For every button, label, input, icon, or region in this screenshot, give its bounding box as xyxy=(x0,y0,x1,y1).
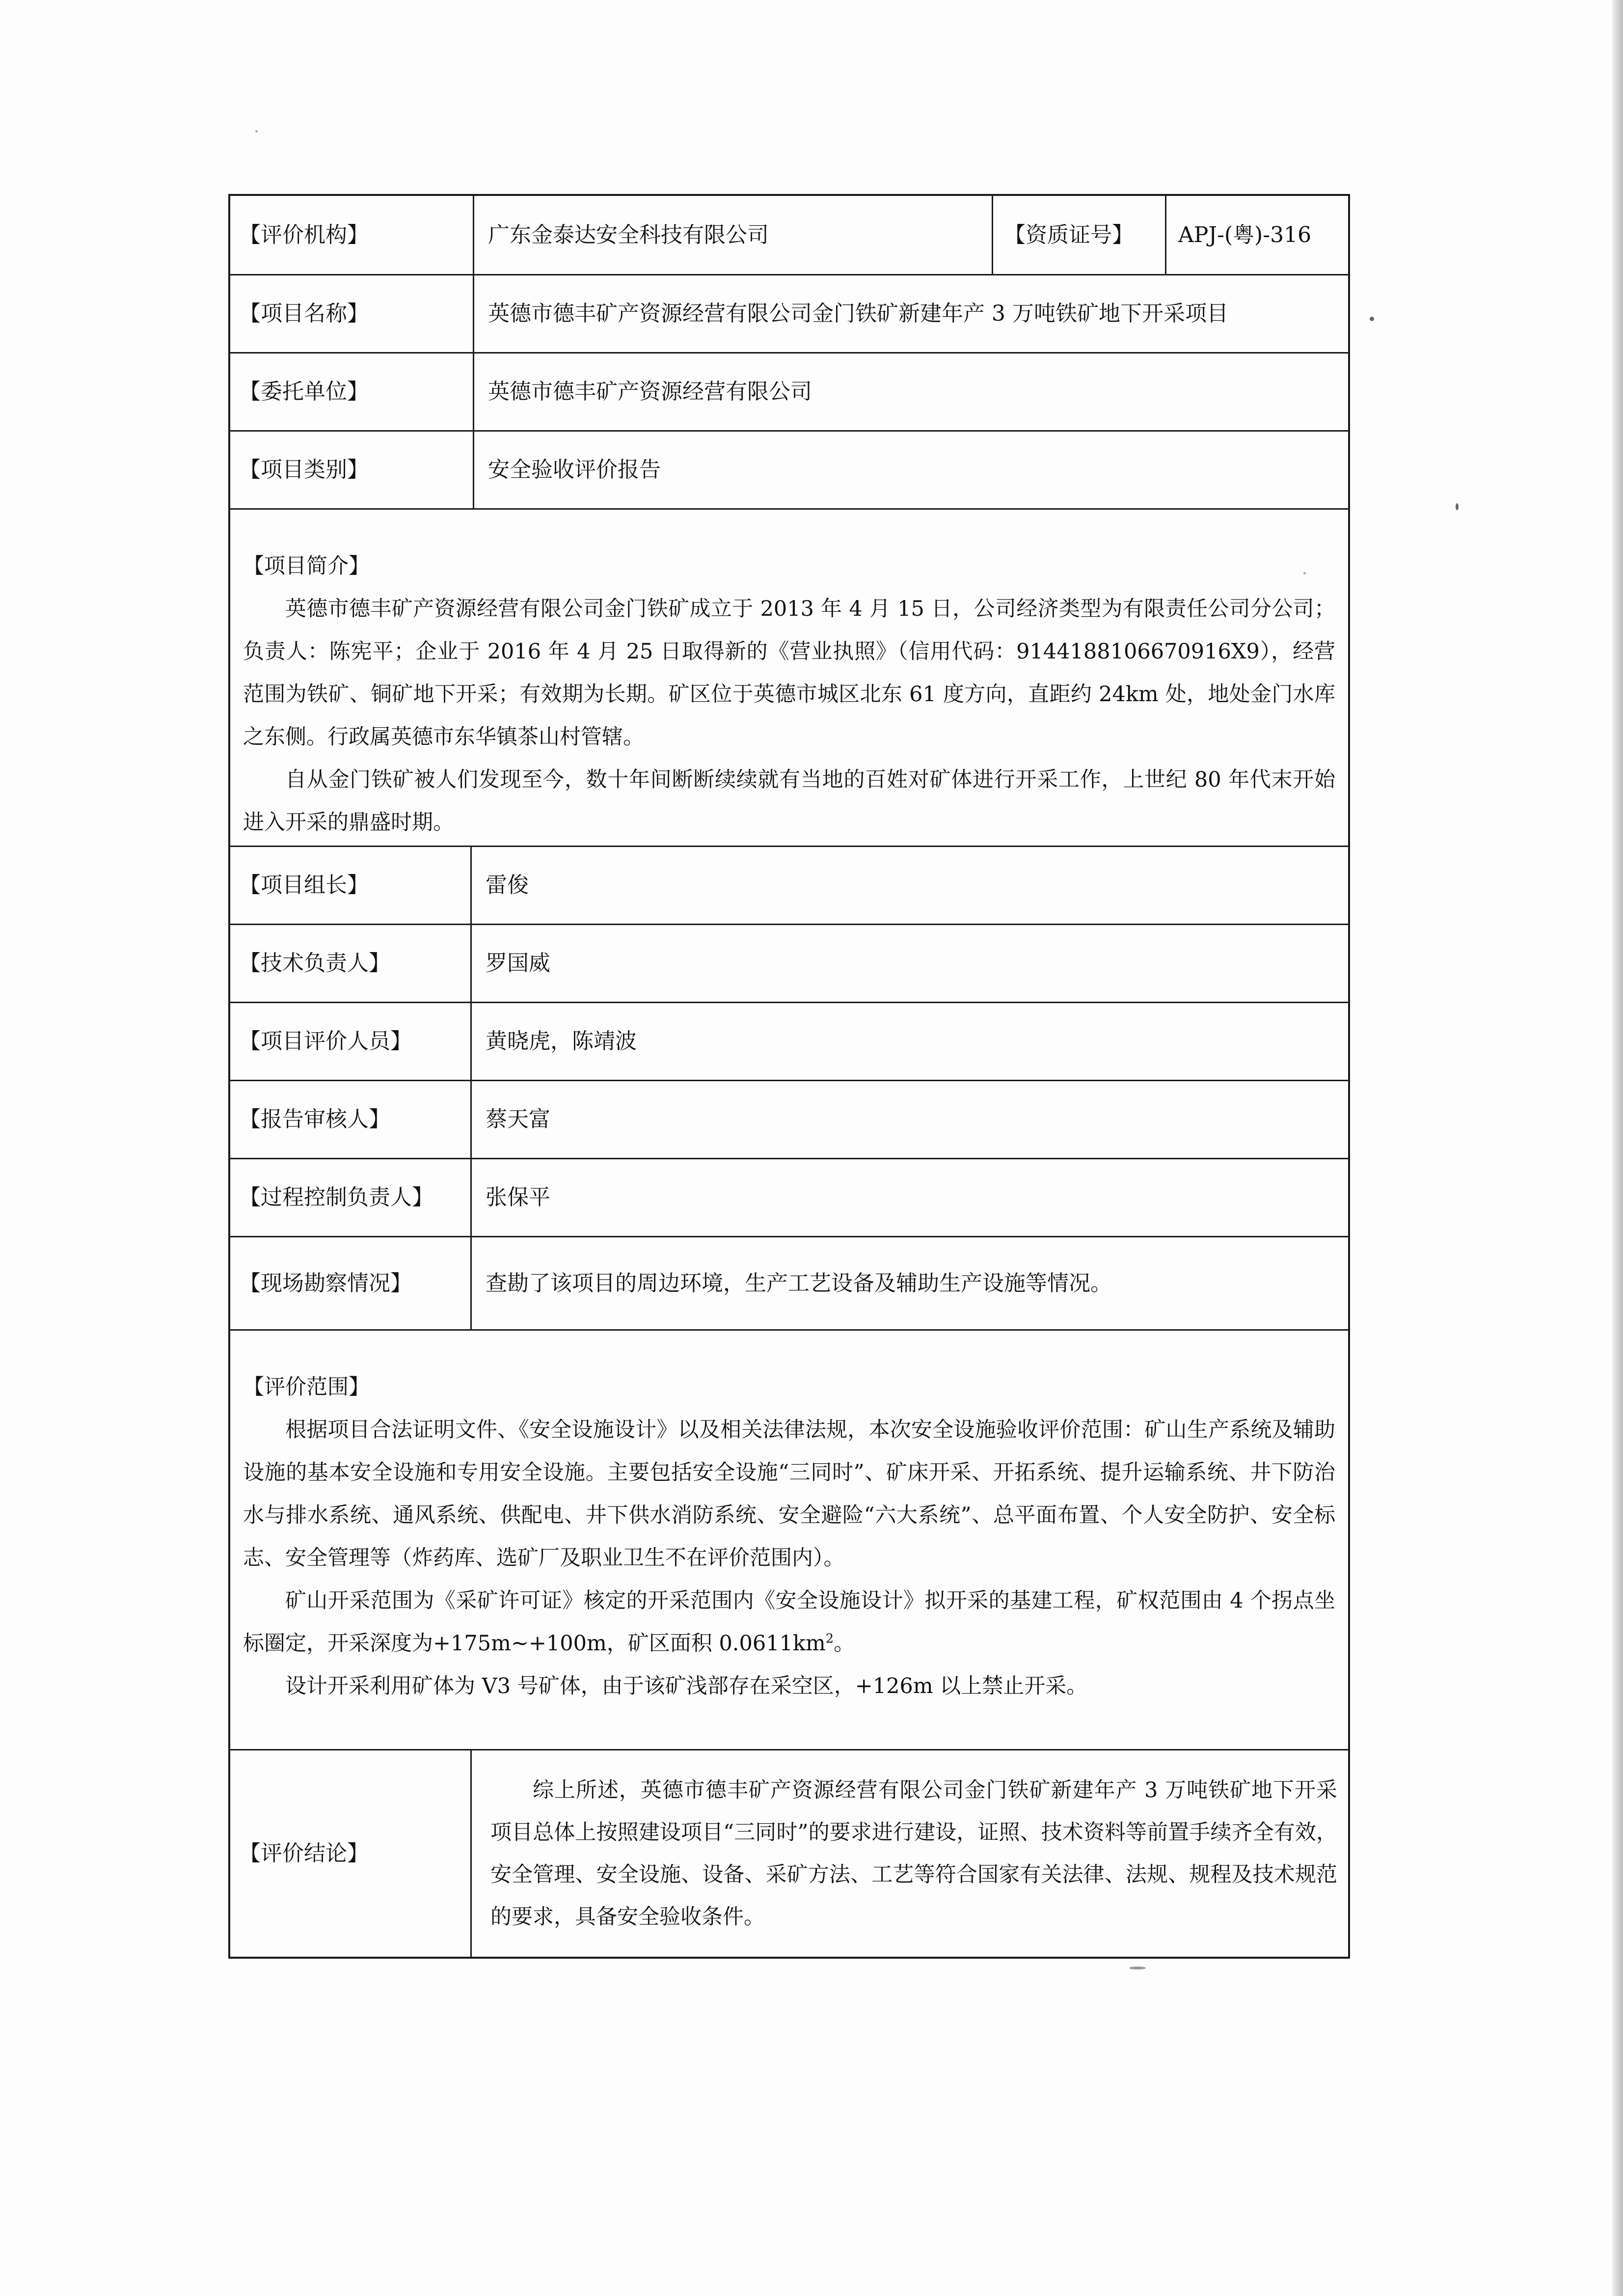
intro-paragraph: 自从金门铁矿被人们发现至今，数十年间断断续续就有当地的百姓对矿体进行开采工作，上世纪 80 年代末开始进入开采的鼎盛时期。 xyxy=(243,767,1335,835)
conclusion-label: 【评价结论】 xyxy=(230,1750,472,1957)
conclusion-value xyxy=(472,1750,1348,1957)
tech-lead-row xyxy=(230,924,1348,1002)
site-survey-value: 查勘了该项目的周边环境，生产工艺设备及辅助生产设施等情况。 xyxy=(486,1270,1112,1296)
cert-value: APJ-(粤)-316 xyxy=(1178,222,1312,247)
reviewer-label: 【报告审核人】 xyxy=(230,1081,472,1158)
scope-heading: 【评价范围】 xyxy=(243,1375,370,1399)
reviewer-row xyxy=(230,1080,1348,1158)
scope-row xyxy=(230,1329,1348,1749)
project-type-label: 【项目类别】 xyxy=(230,432,474,508)
scan-speck xyxy=(1456,503,1459,510)
team-leader-value: 雷俊 xyxy=(486,873,529,898)
project-name-row xyxy=(230,274,1348,352)
org-label: 【评价机构】 xyxy=(230,196,474,274)
project-name-label: 【项目名称】 xyxy=(230,275,474,352)
scope-range-text: 矿山开采范围为《采矿许可证》核定的开采范围内《安全设施设计》拟开采的基建工程，矿权范围由 4 个拐点坐标圈定，开采深度为+175m~+100m，矿区面积 0.0611km xyxy=(243,1588,1335,1656)
org-value: 广东金泰达安全科技有限公司 xyxy=(474,196,993,274)
process-control-row xyxy=(230,1158,1348,1236)
site-survey-row xyxy=(230,1236,1348,1329)
evaluators-row xyxy=(230,1002,1348,1080)
reviewer-value: 蔡天富 xyxy=(486,1107,550,1132)
client-value: 英德市德丰矿产资源经营有限公司 xyxy=(488,379,812,404)
client-row xyxy=(230,352,1348,430)
evaluators-value: 黄晓虎，陈靖波 xyxy=(486,1029,637,1054)
client-label: 【委托单位】 xyxy=(230,354,474,430)
area-unit-superscript: 2 xyxy=(825,1631,834,1646)
evaluation-summary-table xyxy=(228,194,1350,1959)
scan-speck xyxy=(1370,317,1374,321)
evaluation-scope-section xyxy=(230,1331,1348,1749)
scan-speck xyxy=(1303,572,1306,574)
conclusion-text: 综上所述，英德市德丰矿产资源经营有限公司金门铁矿新建年产 3 万吨铁矿地下开采项目总体上按照建设项目“三同时”的要求进行建设，证照、技术资料等前置手续齐全有效，安全管理、安全设施、设备、采矿方法、工艺等符合国家有关法律、法规、规程及技术规范的要求，具备安全验收条件。 xyxy=(490,1778,1337,1929)
project-type-row xyxy=(230,430,1348,508)
tech-lead-label: 【技术负责人】 xyxy=(230,925,472,1002)
team-leader-row xyxy=(230,846,1348,924)
process-control-label: 【过程控制负责人】 xyxy=(230,1159,472,1236)
scan-speck xyxy=(255,130,258,133)
process-control-value: 张保平 xyxy=(486,1185,550,1210)
cert-label: 【资质证号】 xyxy=(993,196,1166,274)
project-intro-section xyxy=(230,510,1348,846)
scan-page-edge xyxy=(1612,0,1623,2296)
intro-row xyxy=(230,508,1348,846)
scope-paragraph: 设计开采利用矿体为 V3 号矿体，由于该矿浅部存在采空区，+126m 以上禁止开采。 xyxy=(285,1674,1088,1698)
org-row xyxy=(230,196,1348,274)
conclusion-row xyxy=(230,1749,1348,1957)
project-name-value: 英德市德丰矿产资源经营有限公司金门铁矿新建年产 3 万吨铁矿地下开采项目 xyxy=(488,301,1228,326)
scope-paragraph: 根据项目合法证明文件、《安全设施设计》以及相关法律法规，本次安全设施验收评价范围：矿山生产系统及辅助设施的基本安全设施和专用安全设施。主要包括安全设施“三同时”、矿床开采、开拓系统、提升运输系统、井下防治水与排水系统、通风系统、供配电、井下供水消防系统、安全避险“六大系统”、总平面布置、个人安全防护、安全标志、安全管理等（炸药库、选矿厂及职业卫生不在评价范围内）。 xyxy=(243,1418,1335,1570)
intro-heading: 【项目简介】 xyxy=(243,554,370,578)
project-type-value: 安全验收评价报告 xyxy=(488,457,661,482)
site-survey-label: 【现场勘察情况】 xyxy=(230,1237,472,1329)
scope-paragraph xyxy=(243,1580,1335,1665)
intro-paragraph: 英德市德丰矿产资源经营有限公司金门铁矿成立于 2013 年 4 月 15 日，公司经济类型为有限责任公司分公司；负责人：陈宪平；企业于 2016 年 4 月 25 日取得新的《营业执照》（信用代码：9144188106670916X9），经营范围为铁矿、铜矿地下开采；有效期为长期。矿区位于英德市城区北东 61 度方向，直距约 24km 处，地处金门水库之东侧。行政属英德市东华镇茶山村管辖。 xyxy=(243,597,1335,749)
evaluators-label: 【项目评价人员】 xyxy=(230,1003,472,1080)
team-leader-label: 【项目组长】 xyxy=(230,847,472,924)
scan-speck xyxy=(1129,1967,1146,1969)
scope-range-end: 。 xyxy=(834,1631,855,1656)
tech-lead-value: 罗国威 xyxy=(486,951,550,976)
